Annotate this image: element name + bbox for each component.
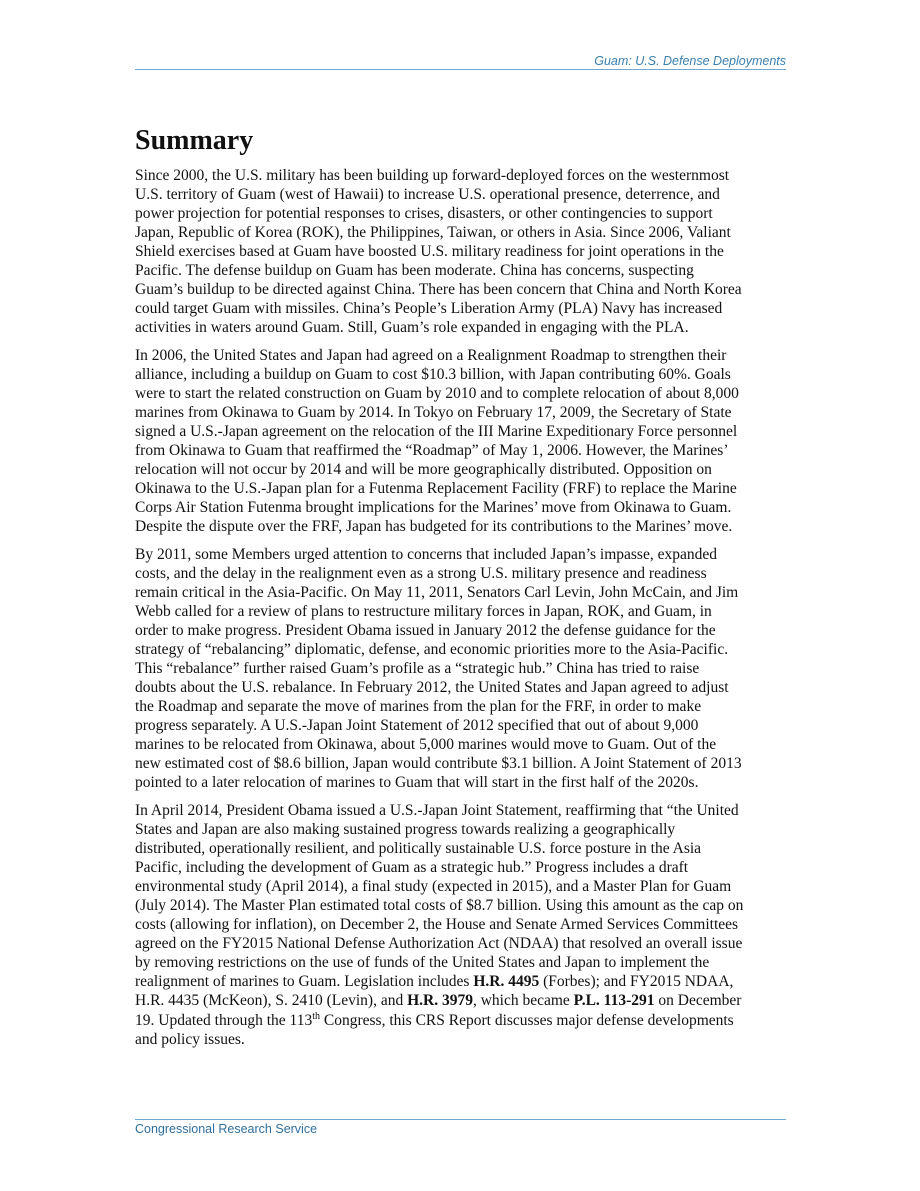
- text-run: Congress, this CRS Report discusses major defense developments: [320, 1011, 734, 1029]
- text-line: relocation will not occur by 2014 and will be more geographically distributed. Opposition on: [135, 461, 712, 479]
- text-line: Shield exercises based at Guam have boosted U.S. military readiness for joint operations in the: [135, 243, 724, 261]
- text-line: costs, and the delay in the realignment even as a strong U.S. military presence and readiness: [135, 564, 707, 582]
- text-line: States and Japan are also making sustained progress towards realizing a geographically: [135, 821, 676, 839]
- text-line: order to make progress. President Obama issued in January 2012 the defense guidance for the: [135, 622, 716, 640]
- text-line: strategy of “rebalancing” diplomatic, defense, and economic priorities more to the Asia-Pacific.: [135, 641, 729, 659]
- text-line: [135, 991, 786, 1010]
- text-line: the Roadmap and separate the move of marines from the plan for the FRF, in order to make: [135, 698, 702, 716]
- text-line: new estimated cost of $8.6 billion, Japan would contribute $3.1 billion. A Joint Statement of 2013: [135, 755, 742, 773]
- text-line: Pacific, including the development of Guam as a strategic hub.” Progress includes a draft: [135, 859, 689, 877]
- text-line: [135, 972, 786, 991]
- section-heading: Summary: [135, 125, 254, 156]
- text-run: H.R. 4435 (McKeon), S. 2410 (Levin), and: [135, 992, 408, 1010]
- footer-divider: [135, 1119, 786, 1120]
- text-run: (Forbes); and FY2015 NDAA,: [539, 973, 734, 991]
- text-line: marines to be relocated from Okinawa, about 5,000 marines would move to Guam. Out of the: [135, 736, 717, 754]
- text-line: remain critical in the Asia-Pacific. On May 11, 2011, Senators Carl Levin, John McCain, and Jim: [135, 583, 739, 601]
- paragraph-4: [135, 801, 786, 1049]
- text-line: activities in waters around Guam. Still, Guam’s role expanded in engaging with the PLA.: [135, 319, 689, 337]
- text-line: were to start the related construction on Guam by 2010 and to complete relocation of about 8,000: [135, 385, 739, 403]
- text-line: costs (allowing for inflation), on December 2, the House and Senate Armed Services Committees: [135, 916, 739, 934]
- text-line: marines from Okinawa to Guam by 2014. In Tokyo on February 17, 2009, the Secretary of State: [135, 404, 732, 422]
- text-line: Okinawa to the U.S.-Japan plan for a Futenma Replacement Facility (FRF) to replace the Marine: [135, 480, 737, 498]
- text-line: Guam’s buildup to be directed against China. There has been concern that China and North Korea: [135, 281, 742, 299]
- paragraph-3: [135, 545, 786, 793]
- text-run: , which became: [472, 992, 574, 1010]
- paragraph-1: [135, 166, 786, 337]
- text-line: In 2006, the United States and Japan had agreed on a Realignment Roadmap to strengthen their: [135, 346, 727, 364]
- text-line: power projection for potential responses to crises, disasters, or other contingencies to support: [135, 205, 713, 223]
- header-divider: [135, 69, 786, 70]
- text-line: This “rebalance” further raised Guam’s profile as a “strategic hub.” China has tried to raise: [135, 660, 700, 678]
- paragraph-2: [135, 346, 786, 536]
- text-line: from Okinawa to Guam that reaffirmed the “Roadmap” of May 1, 2006. However, the Marines’: [135, 442, 729, 460]
- text-line: alliance, including a buildup on Guam to cost $10.3 billion, with Japan contributing 60%. Goals: [135, 365, 731, 383]
- text-line: Pacific. The defense buildup on Guam has been moderate. China has concerns, suspecting: [135, 262, 694, 280]
- text-line: (July 2014). The Master Plan estimated total costs of $8.7 billion. Using this amount as the cap on: [135, 897, 744, 915]
- text-run: on December: [654, 992, 742, 1010]
- ordinal-suffix: th: [312, 1010, 320, 1022]
- text-line: Despite the dispute over the FRF, Japan has budgeted for its contributions to the Marines’ move.: [135, 518, 733, 536]
- text-line: distributed, operationally resilient, and politically sustainable U.S. force posture in the Asia: [135, 840, 702, 858]
- bill-hr-4495: H.R. 4495: [473, 973, 540, 991]
- bill-hr-3979: H.R. 3979: [407, 992, 473, 1010]
- text-line: and policy issues.: [135, 1030, 245, 1048]
- text-line: could target Guam with missiles. China’s People’s Liberation Army (PLA) Navy has increased: [135, 300, 723, 318]
- public-law-113-291: P.L. 113-291: [573, 992, 655, 1010]
- text-line: Webb called for a review of plans to restructure military forces in Japan, ROK, and Guam, in: [135, 603, 712, 621]
- running-header-title: Guam: U.S. Defense Deployments: [594, 54, 786, 68]
- text-line: [135, 1011, 786, 1030]
- text-line: In April 2014, President Obama issued a U.S.-Japan Joint Statement, reaffirming that “the United: [135, 802, 739, 819]
- text-line: by removing restrictions on the use of funds of the United States and Japan to implement the: [135, 954, 710, 972]
- summary-body: [135, 166, 786, 1057]
- text-line: progress separately. A U.S.-Japan Joint Statement of 2012 specified that out of about 9,000: [135, 717, 699, 735]
- text-line: environmental study (April 2014), a final study (expected in 2015), and a Master Plan for Guam: [135, 878, 732, 896]
- text-line: Since 2000, the U.S. military has been building up forward-deployed forces on the westernmost: [135, 167, 730, 184]
- text-line: Japan, Republic of Korea (ROK), the Philippines, Taiwan, or others in Asia. Since 2006, Valiant: [135, 224, 731, 242]
- text-line: Corps Air Station Futenma brought implications for the Marines’ move from Okinawa to Guam.: [135, 499, 732, 517]
- text-line: doubts about the U.S. rebalance. In February 2012, the United States and Japan agreed to adjust: [135, 679, 729, 697]
- text-line: U.S. territory of Guam (west of Hawaii) to increase U.S. operational presence, deterrence, and: [135, 186, 720, 204]
- text-line: signed a U.S.-Japan agreement on the relocation of the III Marine Expeditionary Force personnel: [135, 423, 738, 441]
- text-line: By 2011, some Members urged attention to concerns that included Japan’s impasse, expanded: [135, 545, 717, 563]
- text-run: realignment of marines to Guam. Legislation includes: [135, 973, 474, 991]
- footer-publisher: Congressional Research Service: [135, 1122, 318, 1136]
- text-run: 19. Updated through the 113: [135, 1011, 313, 1029]
- text-line: pointed to a later relocation of marines to Guam that will start in the first half of the 2020s.: [135, 774, 699, 792]
- text-line: agreed on the FY2015 National Defense Authorization Act (NDAA) that resolved an overall issue: [135, 935, 743, 953]
